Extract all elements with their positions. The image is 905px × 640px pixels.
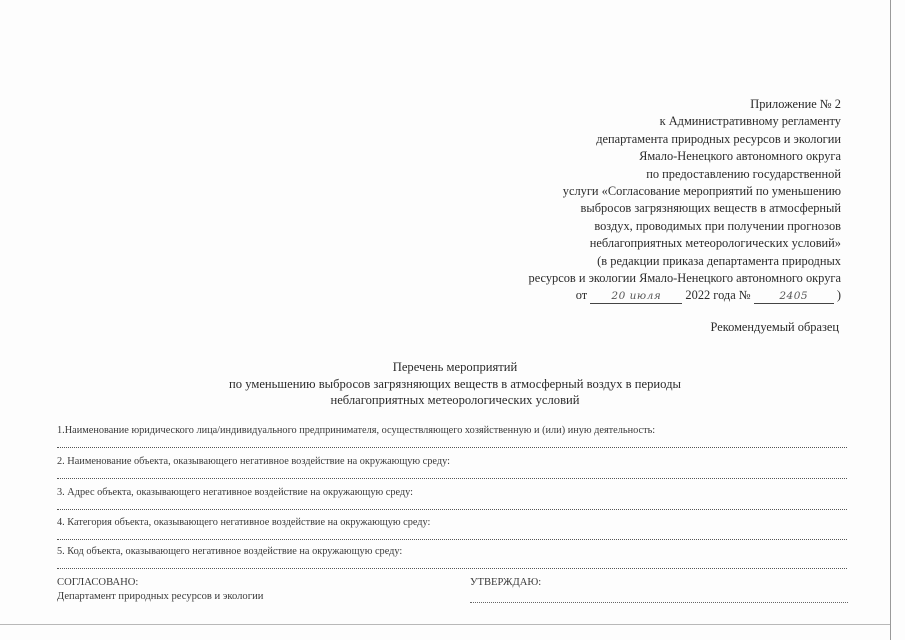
page-bottom-edge [0, 624, 890, 625]
handwritten-order-number: 2405 [754, 290, 834, 304]
fill-in-line [57, 568, 847, 569]
form-field-entity-name [57, 425, 847, 448]
field-label: 1.Наименование юридического лица/индивидуального предпринимателя, осуществляющего хозяйственную и (или) иную деятельность: [57, 425, 656, 436]
field-label: 3. Адрес объекта, оказывающего негативное воздействие на окружающую среду: [57, 487, 414, 498]
form-field-object-category [57, 517, 847, 540]
approve-heading: УТВЕРЖДАЮ: [470, 577, 542, 588]
field-label: 2. Наименование объекта, оказывающего негативное воздействие на окружающую среду: [57, 456, 450, 467]
title-line: по уменьшению выбросов загрязняющих веществ в атмосферный воздух в периоды [229, 376, 681, 391]
appendix-line: услуги «Согласование мероприятий по уменьшению [562, 184, 841, 199]
appendix-line: неблагоприятных метеорологических условий» [589, 236, 841, 251]
agreed-department: Департамент природных ресурсов и экологии [57, 591, 264, 602]
signature-line [470, 602, 848, 603]
form-field-object-code [57, 546, 847, 569]
title-line: неблагоприятных метеорологических условий [330, 393, 580, 407]
agreed-heading: СОГЛАСОВАНО: [57, 577, 139, 588]
appendix-line: Приложение № 2 [750, 97, 841, 111]
order-date-line [421, 287, 841, 304]
appendix-line: к Административному регламенту [659, 114, 841, 129]
form-field-object-name [57, 456, 847, 479]
appendix-line: департамента природных ресурсов и экологии [596, 131, 841, 146]
field-label: 4. Категория объекта, оказывающего негативное воздействие на окружающую среду: [57, 517, 431, 528]
fill-in-line [57, 509, 847, 510]
approval-agreed-block [57, 576, 357, 604]
fill-in-line [57, 447, 847, 448]
appendix-line: Ямало-Ненецкого автономного округа [639, 149, 841, 164]
title-line: Перечень мероприятий [392, 360, 518, 374]
recommended-sample-label: Рекомендуемый образец [710, 320, 839, 334]
fill-in-line [57, 539, 847, 540]
field-label: 5. Код объекта, оказывающего негативное воздействие на окружающую среду: [57, 546, 403, 557]
handwritten-date: 20 июля [590, 290, 682, 304]
document-title [110, 359, 800, 409]
form-field-object-address [57, 487, 847, 510]
appendix-line: по предоставлению государственной [646, 166, 841, 181]
appendix-line: выбросов загрязняющих веществ в атмосферный [580, 201, 841, 216]
date-suffix: ) [836, 288, 841, 303]
appendix-header [421, 96, 841, 305]
fill-in-line [57, 478, 847, 479]
appendix-line: (в редакции приказа департамента природных [597, 253, 841, 268]
date-prefix: от [575, 288, 588, 303]
appendix-line: ресурсов и экологии Ямало-Ненецкого автономного округа [528, 271, 841, 286]
page-right-edge [890, 0, 891, 640]
date-year-text: 2022 года № [685, 288, 751, 303]
appendix-line: воздух, проводимых при получении прогнозов [594, 218, 841, 233]
approval-approve-block [470, 576, 850, 590]
